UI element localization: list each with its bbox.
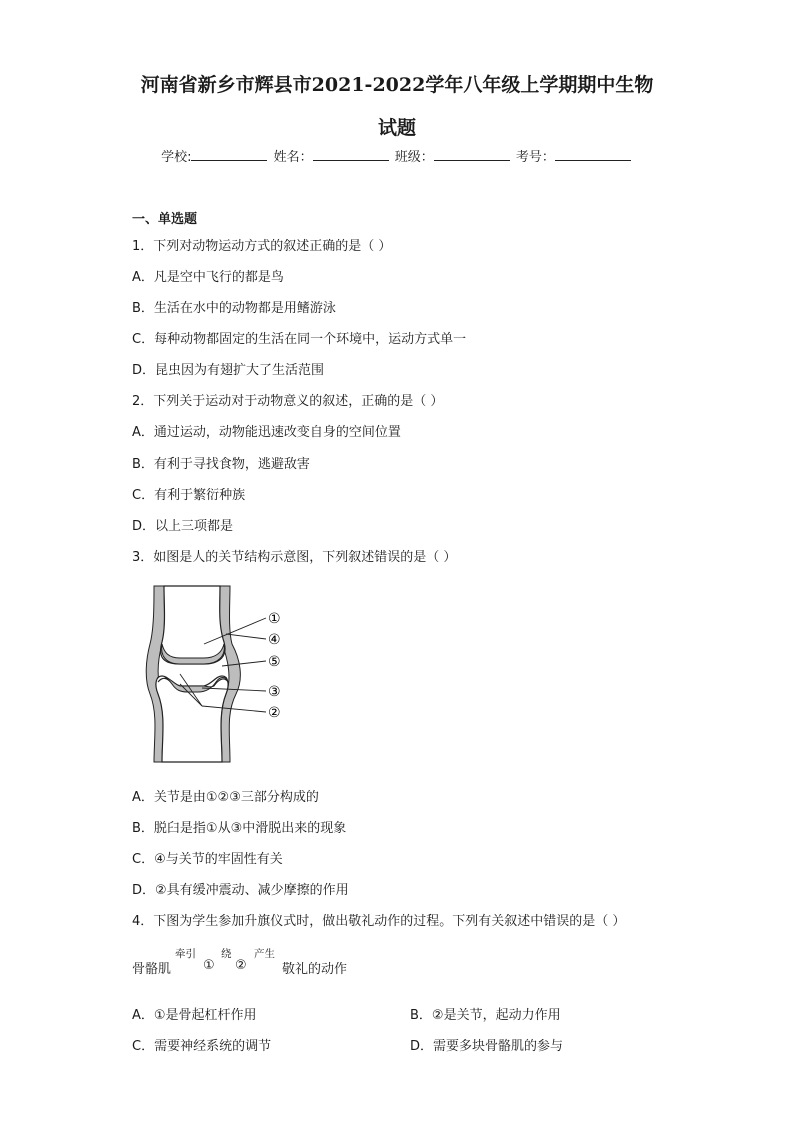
question-3-option-a: A．关节是由①②③三部分构成的 [132, 790, 319, 805]
label-4: ④ [268, 632, 281, 648]
label-3: ③ [268, 684, 281, 700]
joint-capsule-left [146, 586, 164, 762]
question-2-option-c: C．有利于繁衍种族 [132, 488, 246, 503]
question-2-stem: 2．下列关于运动对于动物意义的叙述，正确的是（ ） [132, 394, 444, 409]
question-1-option-a: A．凡是空中飞行的都是鸟 [132, 270, 284, 285]
label-5: ⑤ [268, 654, 281, 670]
school-blank[interactable] [191, 147, 267, 161]
exam-number-blank[interactable] [555, 147, 631, 161]
flow-arrow-1-label: 牵引 [175, 948, 196, 960]
label-2: ② [268, 705, 281, 721]
name-blank[interactable] [313, 147, 389, 161]
question-4-option-b: B．②是关节，起动力作用 [410, 1008, 561, 1023]
question-3-option-c: C．④与关节的牢固性有关 [132, 852, 283, 867]
school-label: 学校: [161, 150, 192, 165]
question-3-option-d: D．②具有缓冲震动、减少摩擦的作用 [132, 883, 349, 898]
question-1-option-b: B．生活在水中的动物都是用鳍游泳 [132, 301, 336, 316]
question-3-stem: 3．如图是人的关节结构示意图，下列叙述错误的是（ ） [132, 550, 457, 565]
exam-number-label: 考号： [515, 150, 555, 165]
flow-node-2: ② [235, 958, 247, 973]
question-4-option-d: D．需要多块骨骼肌的参与 [410, 1039, 564, 1054]
exam-title-line2: 试题 [377, 117, 416, 139]
question-4-option-a: A．①是骨起杠杆作用 [132, 1008, 257, 1023]
section-heading: 一、单选题 [132, 212, 198, 227]
question-1-option-c: C．每种动物都固定的生活在同一个环境中，运动方式单一 [132, 332, 467, 347]
flow-arrow-3-label: 产生 [254, 948, 275, 960]
class-label: 班级： [394, 150, 434, 165]
question-2-option-b: B．有利于寻找食物，逃避敌害 [132, 457, 310, 472]
question-4-option-c: C．需要神经系统的调节 [132, 1039, 272, 1054]
question-1-option-d: D．昆虫因为有翅扩大了生活范围 [132, 363, 325, 378]
question-2-option-d: D．以上三项都是 [132, 519, 234, 534]
flow-node-1: ① [203, 958, 215, 973]
question-2-option-a: A．通过运动，动物能迅速改变自身的空间位置 [132, 425, 401, 440]
question-1-stem: 1．下列对动物运动方式的叙述正确的是（ ） [132, 239, 392, 254]
name-label: 姓名： [273, 150, 313, 165]
label-1: ① [268, 611, 281, 627]
class-blank[interactable] [434, 147, 510, 161]
joint-capsule-right [220, 586, 241, 762]
flow-arrow-2-label: 绕 [221, 948, 232, 960]
joint-structure-diagram [132, 584, 302, 764]
exam-title-line1: 河南省新乡市辉县市2021-2022学年八年级上学期期中生物 [140, 74, 654, 96]
question-3-option-b: B．脱臼是指①从③中滑脱出来的现象 [132, 821, 347, 836]
flow-end: 敬礼的动作 [282, 962, 348, 977]
question-4-stem: 4．下图为学生参加升旗仪式时，做出敬礼动作的过程。下列有关叙述中错误的是（ ） [132, 914, 626, 929]
flow-start: 骨骼肌 [132, 962, 172, 977]
upper-bone [161, 586, 225, 664]
student-info-row [0, 146, 794, 165]
